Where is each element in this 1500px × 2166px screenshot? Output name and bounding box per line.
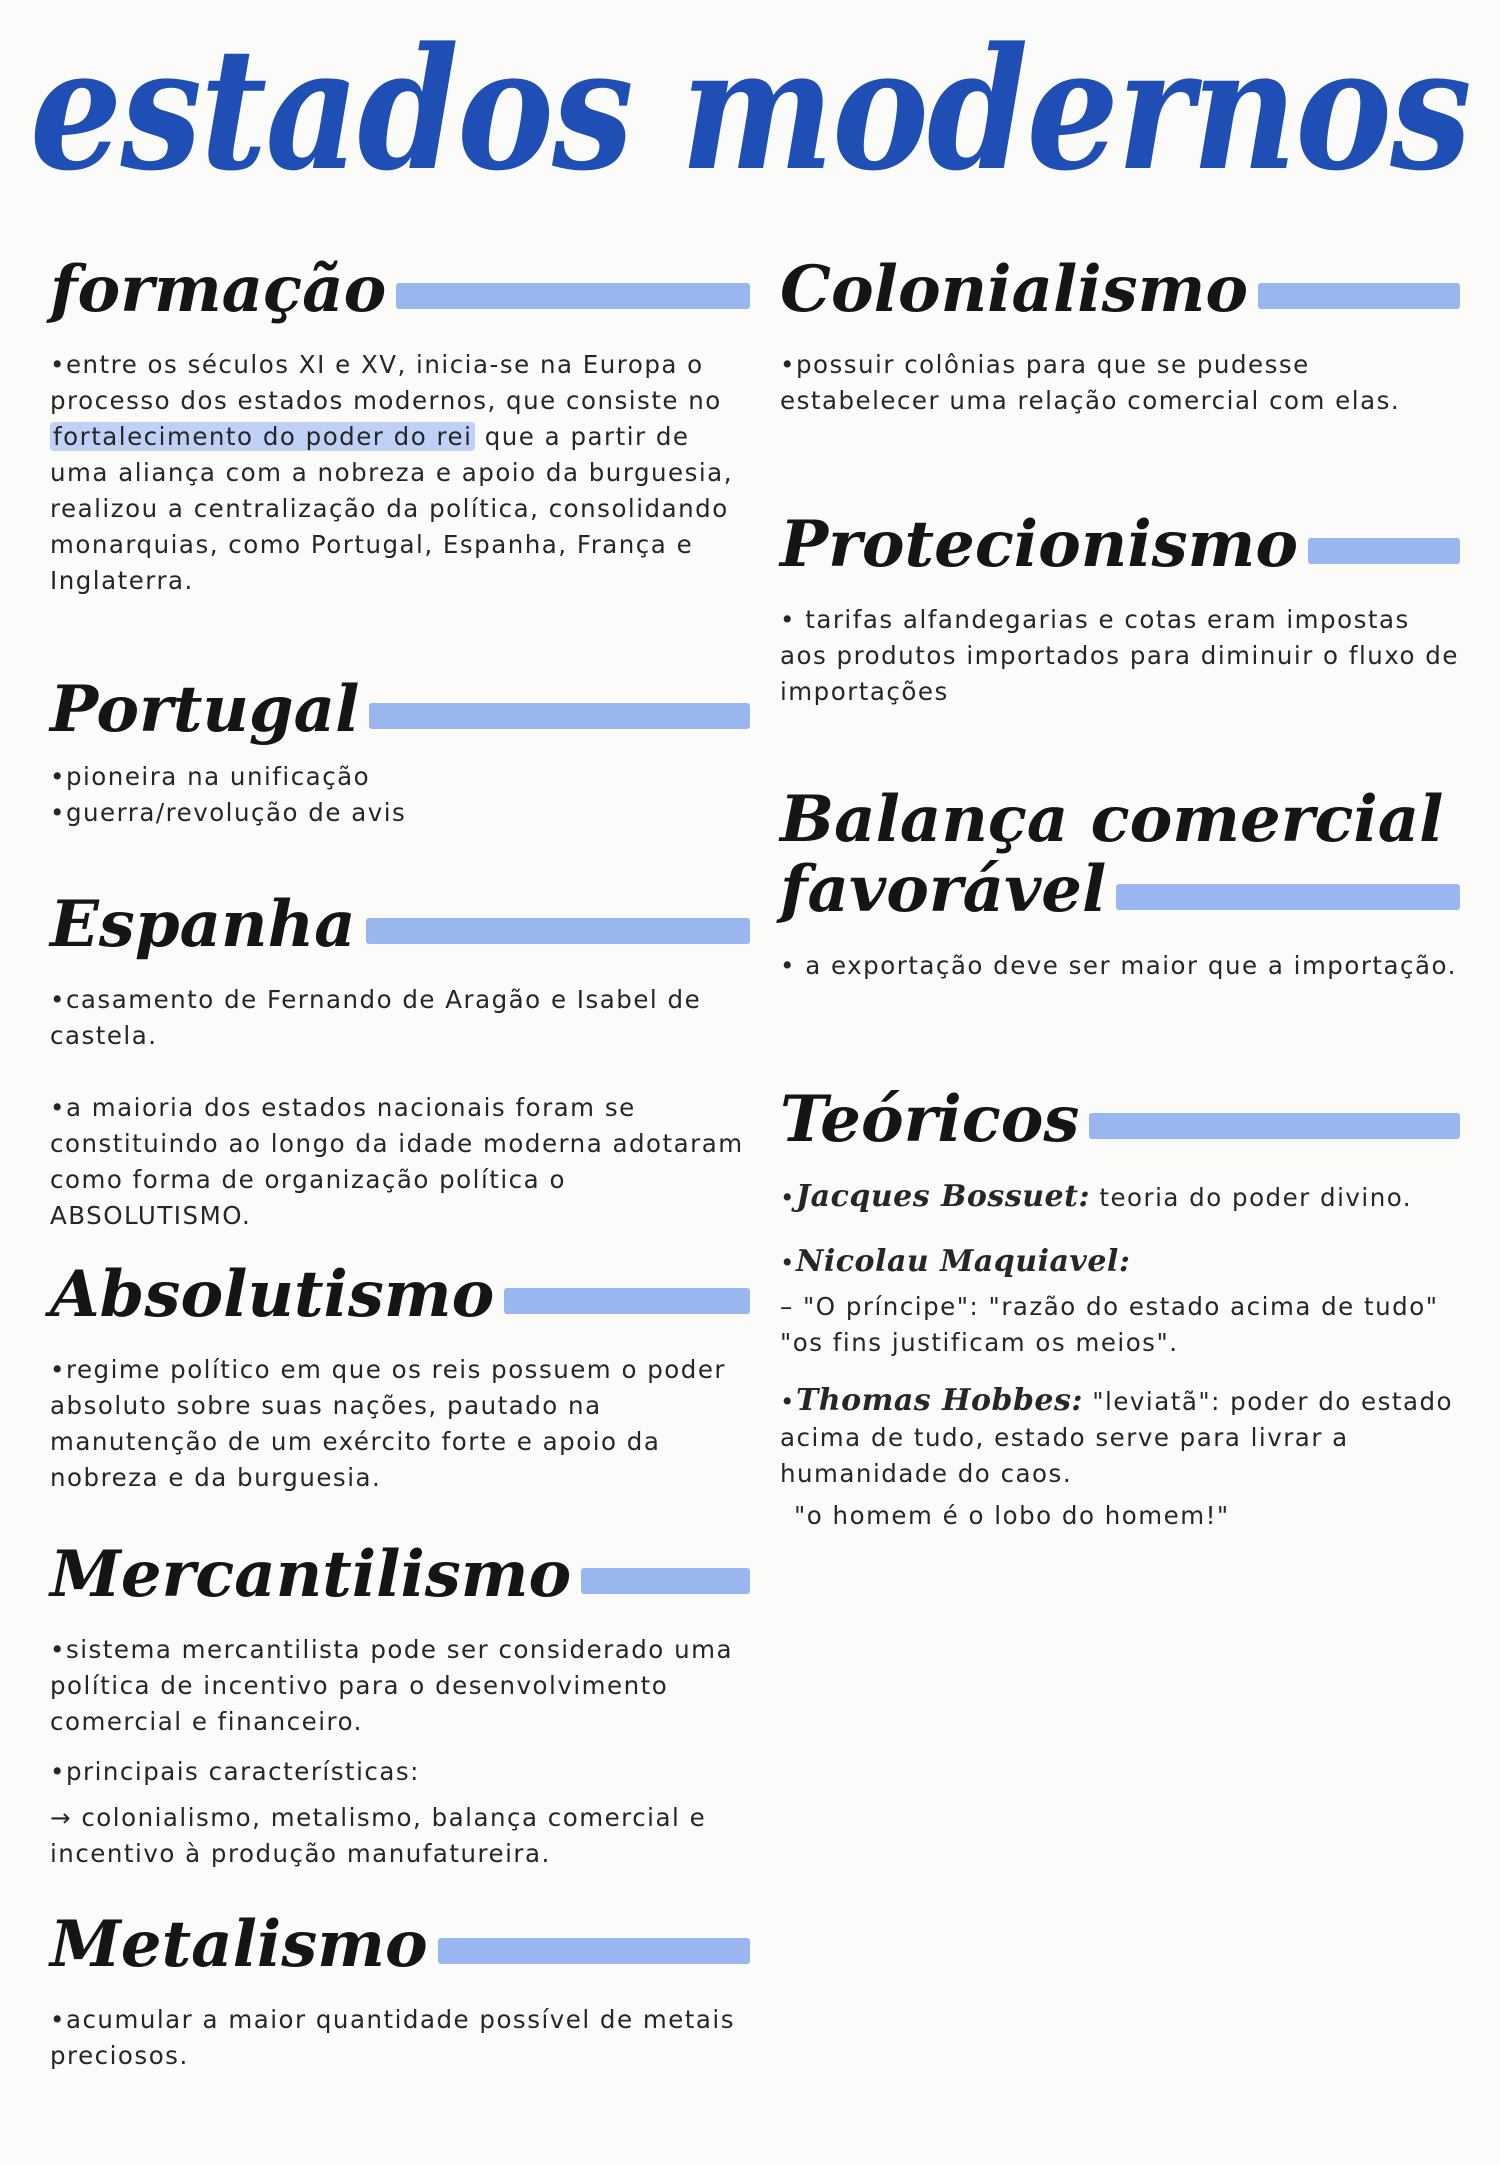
- highlight-bar: [504, 1288, 750, 1314]
- section-portugal: [50, 672, 750, 890]
- hobbes-quote: "o homem é o lobo do homem!": [794, 1501, 1230, 1531]
- section-teoricos: [780, 1082, 1460, 1645]
- section-espanha: [50, 887, 750, 1260]
- highlight-bar: [438, 1938, 750, 1964]
- section-mercantilismo: [50, 1537, 750, 1910]
- heading-formacao: formação: [50, 252, 387, 327]
- heading-absolutismo: Absolutismo: [50, 1257, 495, 1332]
- mercantilismo-text-1: •sistema mercantilista pode ser considerado uma política de incentivo para o desenvolvimento comercial e financeiro.: [50, 1635, 733, 1737]
- section-header: [780, 852, 1460, 928]
- highlight-bar: [366, 918, 750, 944]
- hobbes-name: Thomas Hobbes:: [795, 1383, 1083, 1419]
- heading-espanha: Espanha: [50, 887, 356, 962]
- formacao-highlight: fortalecimento do poder do rei: [50, 422, 475, 451]
- hobbes-entry: •Thomas Hobbes: "leviatã": poder do estado acima de tudo, estado serve para livrar a humanidade do caos.: [780, 1383, 1454, 1489]
- bossuet-name: Jacques Bossuet:: [795, 1179, 1091, 1215]
- heading-colonialismo: Colonialismo: [780, 252, 1248, 327]
- highlight-bar: [1258, 283, 1460, 309]
- maquiavel-text: – "O príncipe": "razão do estado acima de tudo" "os fins justificam os meios".: [780, 1292, 1439, 1358]
- page-title-text: estados modernos: [30, 10, 1470, 208]
- highlight-bar: [581, 1568, 750, 1594]
- section-formacao: [50, 252, 750, 675]
- highlight-bar: [369, 703, 750, 729]
- heading-teoricos: Teóricos: [780, 1082, 1080, 1157]
- section-header: [50, 252, 750, 327]
- heading-balanca-line2: favorável: [780, 852, 1107, 928]
- right-column: [780, 252, 1460, 1645]
- section-colonialismo: [780, 252, 1460, 510]
- hobbes-text: "leviatã": poder do estado acima de tudo, estado serve para livrar a humanidade do caos.: [780, 1387, 1454, 1489]
- section-header: [50, 887, 750, 962]
- mercantilismo-text-2: •principais características:: [50, 1757, 420, 1787]
- mercantilismo-text-3: → colonialismo, metalismo, balança comercial e incentivo à produção manufatureira.: [50, 1803, 707, 1869]
- left-column: [50, 252, 750, 2110]
- section-metalismo: [50, 1907, 750, 2110]
- section-absolutismo: [50, 1257, 750, 1540]
- heading-portugal: Portugal: [50, 672, 360, 747]
- section-header: [50, 1537, 750, 1612]
- heading-balanca-line1: Balança comercial: [780, 782, 1444, 857]
- heading-metalismo: Metalismo: [50, 1907, 428, 1982]
- section-header: [780, 252, 1460, 327]
- section-header: [780, 1082, 1460, 1157]
- metalismo-text: •acumular a maior quantidade possível de metais preciosos.: [50, 2005, 735, 2071]
- bossuet-entry: •Jacques Bossuet: teoria do poder divino.: [780, 1179, 1413, 1215]
- section-protecionismo: [780, 507, 1460, 785]
- bossuet-text: teoria do poder divino.: [1090, 1183, 1413, 1213]
- highlight-bar: [1089, 1113, 1460, 1139]
- formacao-text: [50, 347, 750, 599]
- maquiavel-entry: •Nicolau Maquiavel:: [780, 1244, 1131, 1280]
- highlight-bar: [396, 283, 750, 309]
- portugal-item-1: •pioneira na unificação: [50, 762, 371, 792]
- balanca-text: • a exportação deve ser maior que a importação.: [780, 950, 1457, 980]
- section-balanca-comercial: [780, 782, 1460, 1085]
- espanha-text-1: •casamento de Fernando de Aragão e Isabel de castela.: [50, 985, 702, 1051]
- section-header: [50, 1257, 750, 1332]
- section-header: [50, 1907, 750, 1982]
- highlight-bar: [1308, 538, 1460, 564]
- formacao-text-before: •entre os séculos XI e XV, inicia-se na Europa o processo dos estados modernos, que consiste no: [50, 350, 722, 416]
- formacao-text-after: que a partir de uma aliança com a nobreza e apoio da burguesia, realizou a centralização da política, consolidando monarquias, como Portugal, Espanha, França e Inglaterra.: [50, 422, 733, 596]
- espanha-text-2: •a maioria dos estados nacionais foram se constituindo ao longo da idade moderna adotaram como forma de organização política o ABSOLUTISMO.: [50, 1093, 744, 1231]
- section-header: [50, 672, 750, 747]
- portugal-item-2: •guerra/revolução de avis: [50, 798, 407, 828]
- section-header: [780, 507, 1460, 582]
- colonialismo-text: •possuir colônias para que se pudesse estabelecer uma relação comercial com elas.: [780, 350, 1401, 416]
- protecionismo-text: • tarifas alfandegarias e cotas eram impostas aos produtos importados para diminuir o fluxo de importações: [780, 605, 1459, 707]
- heading-mercantilismo: Mercantilismo: [50, 1537, 572, 1612]
- heading-protecionismo: Protecionismo: [780, 507, 1299, 582]
- page-title: [0, 0, 1500, 250]
- absolutismo-text: •regime político em que os reis possuem o poder absoluto sobre suas nações, pautado na manutenção de um exército forte e apoio da nobreza e da burguesia.: [50, 1355, 726, 1493]
- highlight-bar: [1116, 884, 1460, 910]
- maquiavel-name: Nicolau Maquiavel:: [795, 1244, 1131, 1280]
